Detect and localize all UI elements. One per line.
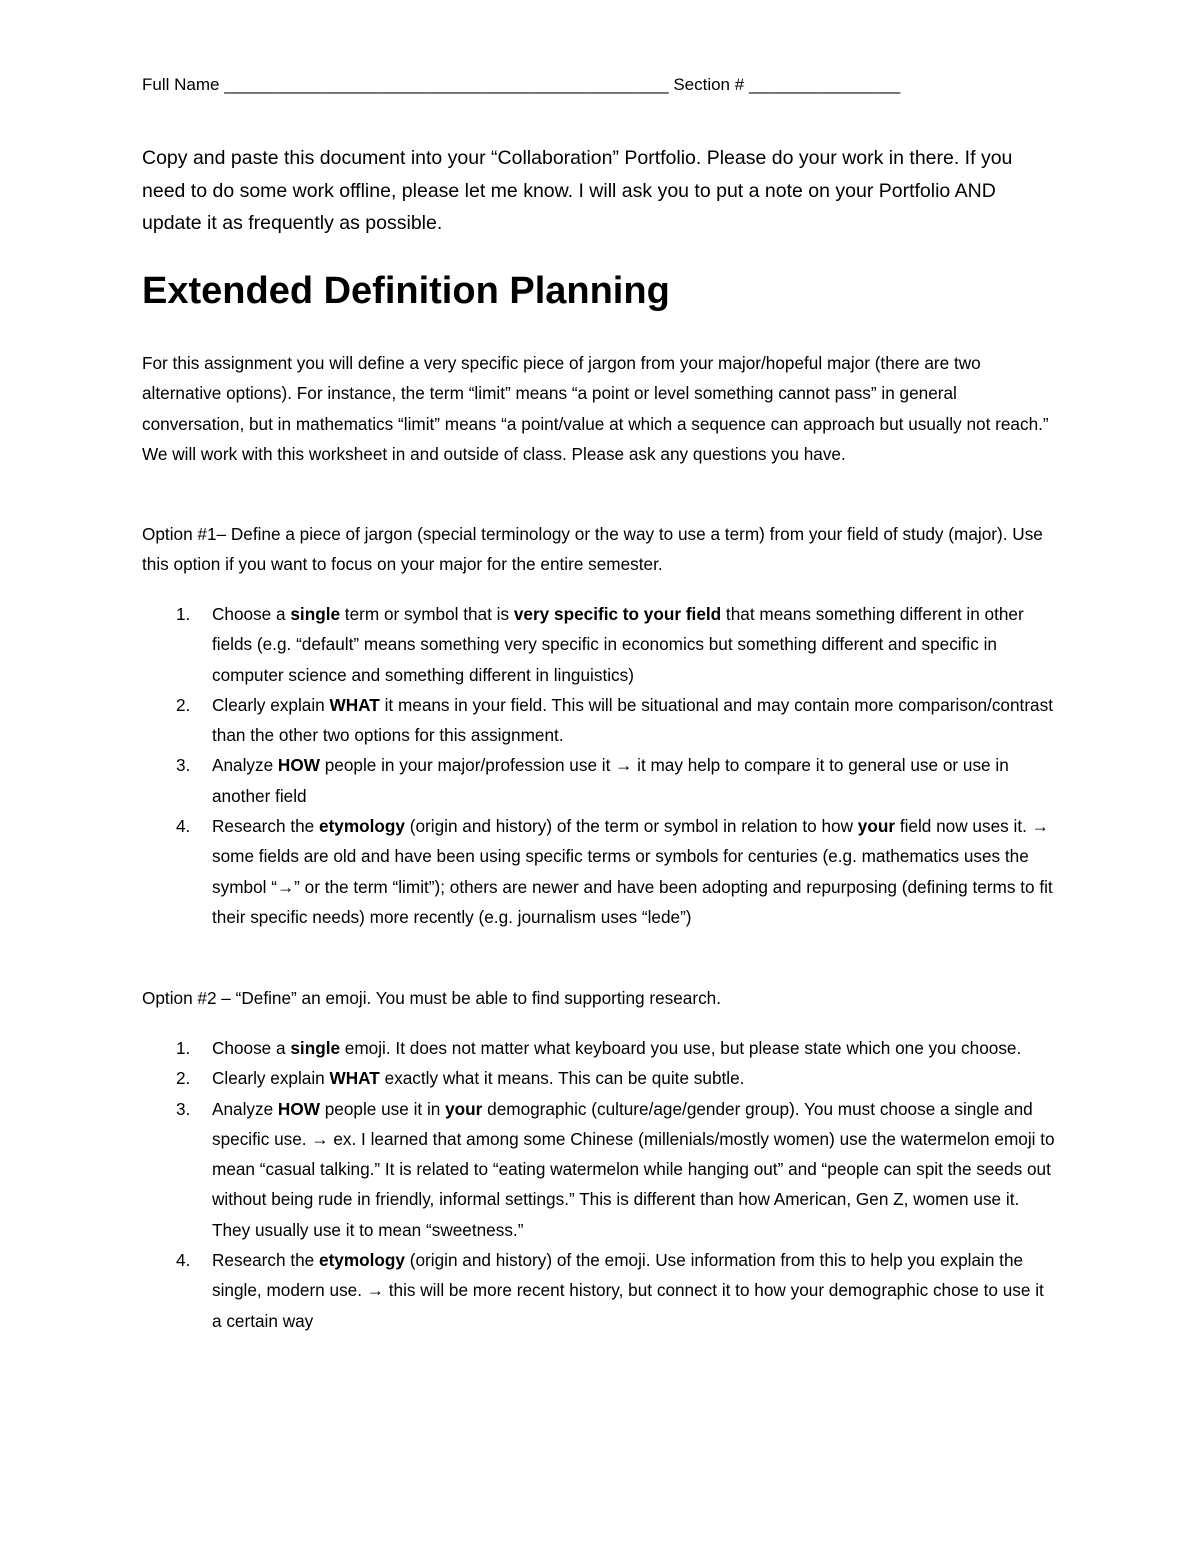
item-text: (origin and history) of the term or symbol in relation to how — [404, 816, 858, 837]
item-text: emoji. It does not matter what keyboard you use, but please state which one you choose. — [340, 1038, 1022, 1058]
list-number: 4. — [176, 1250, 191, 1271]
item-emphasis: WHAT — [329, 1068, 380, 1089]
arrow-icon: → — [276, 876, 295, 897]
list-number: 1. — [176, 1038, 191, 1058]
item-emphasis: WHAT — [329, 694, 380, 715]
list-number: 4. — [176, 816, 191, 837]
item-text: some fields are old and have been using specific terms or symbols for centuries (e.g. mathematics uses the symbol “ — [212, 846, 1029, 897]
item-emphasis: your — [857, 816, 896, 837]
item-text: Choose a — [212, 1038, 291, 1058]
item-emphasis: single — [290, 604, 341, 624]
item-emphasis: very specific to your field — [513, 604, 722, 624]
list-item — [142, 750, 1057, 811]
list-number: 1. — [176, 604, 191, 624]
page-title: Extended Definition Planning — [142, 270, 670, 312]
list-item — [142, 1063, 1057, 1093]
item-text: Choose a — [212, 604, 291, 624]
intro-paragraph: Copy and paste this document into your “Collaboration” Portfolio. Please do your work in there. If you need to do some work offline, please let me know. I will ask you to put a note on your Portfolio AND update it as frequently as possible. — [142, 147, 1013, 234]
section-label: Section # — [673, 75, 745, 94]
item-emphasis: your — [445, 1098, 483, 1119]
header-line — [142, 74, 1062, 96]
item-emphasis: HOW — [277, 755, 320, 776]
arrow-icon: → — [615, 755, 633, 776]
item-text: it may help to compare it to general use or use in another field — [212, 755, 1009, 806]
option1-list — [142, 599, 1057, 932]
item-text: Research the — [212, 1250, 320, 1271]
item-text: demographic (culture/age/gender group). You must choose a single and specific use. — [212, 1098, 1033, 1149]
item-emphasis: etymology — [319, 1250, 405, 1271]
item-text: (origin and history) of the emoji. Use information from this to help you explain the single, modern use. — [212, 1250, 1024, 1301]
item-text: field now uses it. — [895, 816, 1032, 837]
list-item — [142, 811, 1057, 932]
item-emphasis: single — [290, 1038, 341, 1058]
list-item — [142, 690, 1057, 751]
item-emphasis: etymology — [319, 816, 405, 837]
option1-intro: Option #1– Define a piece of jargon (special terminology or the way to use a term) from your field of study (major). Use this option if you want to focus on your major for the entire semester. — [142, 524, 1043, 575]
list-number: 2. — [176, 1068, 191, 1089]
full-name-line: _______________________________________________ — [224, 75, 669, 94]
option2-list — [142, 1033, 1057, 1336]
list-number: 2. — [176, 694, 191, 715]
item-text: it means in your field. This will be situational and may contain more comparison/contrast than the other two options for this assignment. — [212, 694, 1053, 746]
item-text: Analyze — [212, 1098, 278, 1119]
item-text: Clearly explain — [212, 694, 330, 715]
item-text: Clearly explain — [212, 1068, 330, 1089]
list-number: 3. — [176, 755, 191, 776]
arrow-icon: → — [1031, 816, 1049, 837]
arrow-icon: → — [311, 1128, 329, 1149]
item-text: exactly what it means. This can be quite subtle. — [379, 1068, 745, 1089]
list-item — [142, 1245, 1057, 1336]
list-item — [142, 1094, 1057, 1245]
full-name-label: Full Name — [142, 75, 220, 94]
option2-intro: Option #2 – “Define” an emoji. You must be able to find supporting research. — [142, 988, 721, 1008]
list-number: 3. — [176, 1098, 191, 1119]
list-item — [142, 1033, 1057, 1063]
item-text: people in your major/profession use it — [319, 755, 616, 776]
item-text: people use it in — [319, 1098, 446, 1119]
assignment-paragraph: For this assignment you will define a very specific piece of jargon from your major/hopeful major (there are two alternative options). For instance, the term “limit” means “a point or level something cannot pass” in general conversation, but in mathematics “limit” means “a point/value at which a sequence can approach but usually not reach.” We will work with this worksheet in and outside of class. Please ask any questions you have. — [142, 353, 1049, 464]
item-text: Research the — [212, 816, 320, 837]
section-line: ________________ — [748, 75, 901, 94]
arrow-icon: → — [366, 1280, 384, 1301]
item-text: ex. I learned that among some Chinese (millenials/mostly women) use the watermelon emoji to mean “casual talking.” It is related to “eating watermelon while hanging out” and “people can spit the seeds out without being rude in friendly, informal settings.” This is different than how American, Gen Z, women use it. They usually use it to mean “sweetness.” — [212, 1128, 1055, 1240]
item-emphasis: HOW — [277, 1098, 320, 1119]
item-text: that means something different in other fields (e.g. “default” means something very specific in economics but something different and specific in computer science and something different in linguistics) — [212, 604, 1024, 685]
item-text: Analyze — [212, 755, 278, 776]
item-text: term or symbol that is — [340, 604, 514, 624]
list-item — [142, 599, 1057, 690]
item-text: this will be more recent history, but connect it to how your demographic chose to use it a certain way — [212, 1280, 1044, 1331]
item-text: ” or the term “limit”); others are newer and have been adopting and repurposing (defining terms to fit their specific needs) more recently (e.g. journalism uses “lede”) — [212, 876, 1053, 927]
